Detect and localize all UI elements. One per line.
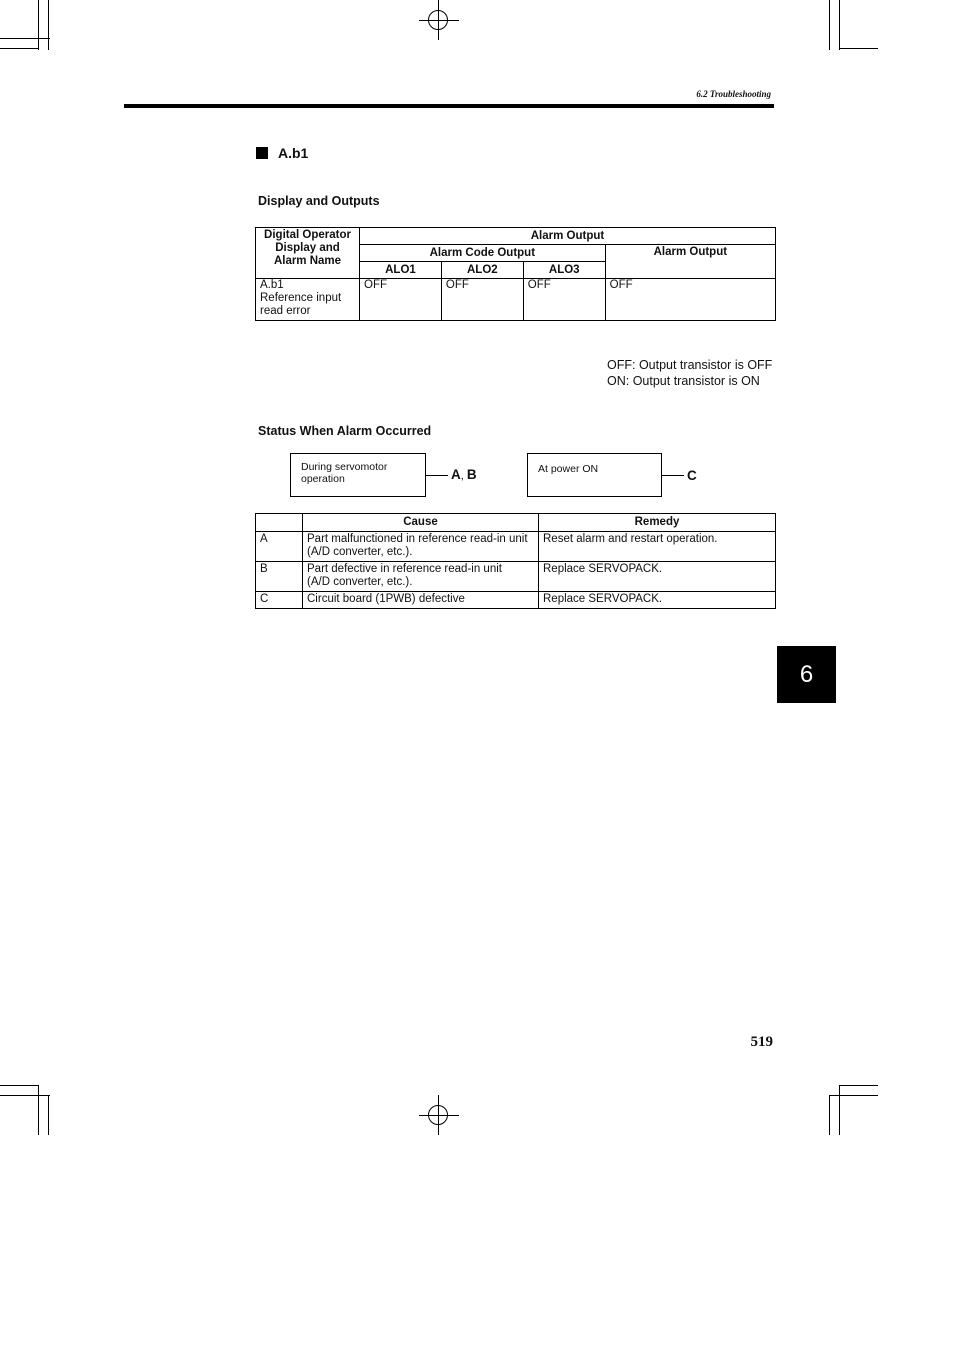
cause-line: (A/D converter, etc.). bbox=[307, 576, 413, 588]
cause-line: Part malfunctioned in reference read-in unit bbox=[307, 533, 528, 545]
crop-mark bbox=[0, 48, 38, 49]
row-id: C bbox=[256, 592, 303, 609]
page-number: 519 bbox=[750, 1034, 773, 1050]
col-header-alo2: ALO2 bbox=[441, 262, 523, 279]
status-box-servomotor-operation bbox=[290, 453, 426, 497]
crop-mark bbox=[0, 1095, 50, 1096]
col-header-remedy: Remedy bbox=[539, 514, 776, 532]
tag-a: A bbox=[451, 467, 461, 482]
cause-cell: Circuit board (1PWB) defective bbox=[303, 592, 539, 609]
status-box-power-on bbox=[527, 453, 662, 497]
col-header-name: Digital Operator Display and Alarm Name bbox=[256, 228, 360, 279]
registration-circle bbox=[428, 10, 448, 30]
crop-mark bbox=[829, 0, 830, 50]
section-heading-text: A.b1 bbox=[278, 145, 309, 161]
alo1-value: OFF bbox=[360, 279, 442, 321]
chapter-tab: 6 bbox=[777, 646, 836, 703]
note-off: OFF: Output transistor is OFF bbox=[607, 358, 773, 372]
tag-separator: , bbox=[460, 470, 467, 482]
crop-mark bbox=[839, 0, 840, 50]
alarm-name-line: Reference input bbox=[260, 292, 342, 304]
col-header-alarm-output-sub: Alarm Output bbox=[605, 245, 775, 279]
cause-cell bbox=[303, 562, 539, 592]
crop-mark bbox=[829, 1095, 878, 1096]
bullet-square-icon bbox=[256, 147, 268, 159]
alo3-value: OFF bbox=[523, 279, 605, 321]
table-row bbox=[256, 562, 776, 592]
status-box-text: At power ON bbox=[538, 463, 599, 475]
note-on: ON: Output transistor is ON bbox=[607, 374, 760, 388]
alarm-output-value: OFF bbox=[605, 279, 775, 321]
status-box-text: operation bbox=[301, 473, 345, 485]
alo2-value: OFF bbox=[441, 279, 523, 321]
leader-line bbox=[426, 475, 448, 476]
header-rule bbox=[124, 104, 774, 108]
crop-mark bbox=[839, 1085, 878, 1086]
col-header-alarm-code-output: Alarm Code Output bbox=[360, 245, 606, 262]
cause-remedy-table bbox=[255, 513, 776, 609]
status-box-text: During servomotor bbox=[301, 461, 388, 473]
remedy-cell: Reset alarm and restart operation. bbox=[539, 532, 776, 562]
crop-mark bbox=[0, 1085, 38, 1086]
cause-line: Part defective in reference read-in unit bbox=[307, 563, 502, 575]
col-header-alo3: ALO3 bbox=[523, 262, 605, 279]
section-reference: 6.2 Troubleshooting bbox=[696, 89, 771, 99]
registration-circle bbox=[428, 1105, 448, 1125]
section-heading bbox=[256, 145, 308, 161]
row-id: B bbox=[256, 562, 303, 592]
status-tag-c: C bbox=[687, 468, 697, 483]
crop-mark bbox=[839, 48, 878, 49]
display-outputs-table bbox=[255, 227, 776, 321]
remedy-cell: Replace SERVOPACK. bbox=[539, 562, 776, 592]
crop-mark bbox=[38, 1085, 39, 1135]
tag-b: B bbox=[466, 467, 477, 482]
col-header-id bbox=[256, 514, 303, 532]
crop-mark bbox=[0, 38, 50, 39]
crop-mark bbox=[38, 0, 39, 50]
crop-mark bbox=[829, 1095, 830, 1135]
display-outputs-title: Display and Outputs bbox=[258, 194, 380, 208]
leader-line bbox=[662, 475, 684, 476]
status-tag-ab bbox=[451, 467, 477, 482]
crop-mark bbox=[48, 0, 49, 50]
col-header-alarm-output: Alarm Output bbox=[360, 228, 776, 245]
col-header-cause: Cause bbox=[303, 514, 539, 532]
crop-mark bbox=[48, 1095, 49, 1135]
alarm-name-cell bbox=[256, 279, 360, 321]
row-id: A bbox=[256, 532, 303, 562]
cause-cell bbox=[303, 532, 539, 562]
remedy-cell: Replace SERVOPACK. bbox=[539, 592, 776, 609]
table-row bbox=[256, 532, 776, 562]
cause-line: (A/D converter, etc.). bbox=[307, 546, 413, 558]
status-title: Status When Alarm Occurred bbox=[258, 424, 432, 438]
crop-mark bbox=[839, 1085, 840, 1135]
alarm-code: A.b1 bbox=[260, 279, 284, 291]
alarm-name-line: read error bbox=[260, 305, 311, 317]
output-notes bbox=[607, 357, 772, 389]
table-row bbox=[256, 592, 776, 609]
table-row bbox=[256, 279, 776, 321]
col-header-alo1: ALO1 bbox=[360, 262, 442, 279]
